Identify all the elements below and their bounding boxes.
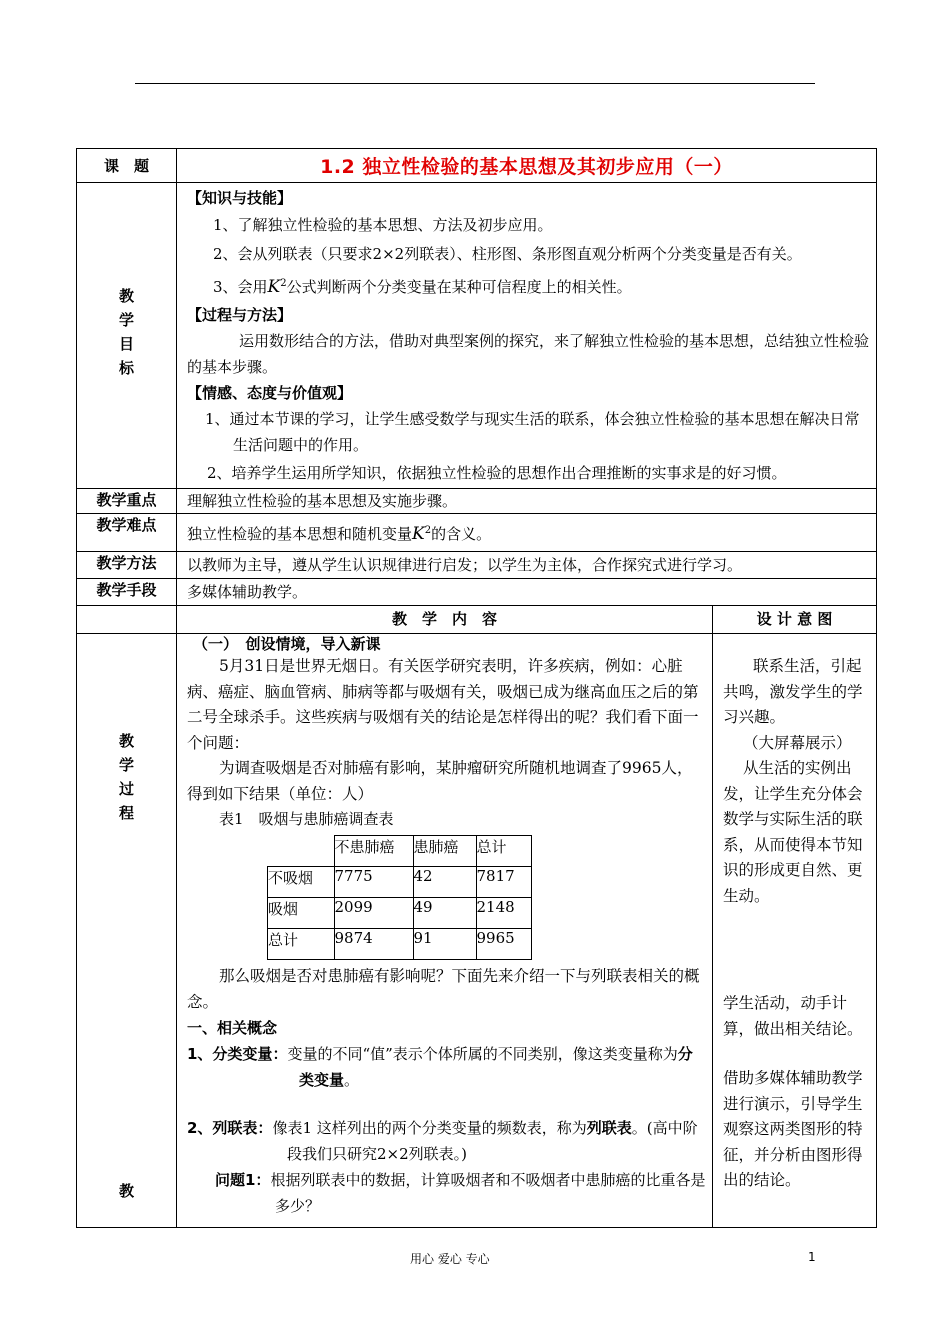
table-header-cell: 不患肺癌 — [334, 836, 413, 867]
table-header-cell: 患肺癌 — [413, 836, 476, 867]
footer-motto: 用心 爱心 专心 — [410, 1252, 490, 1266]
label-char: 学 — [118, 310, 134, 329]
emotion-item: 2、培养学生运用所学知识，依据独立性检验的思想作出合理推断的实事求是的好习惯。 — [207, 464, 787, 482]
means-label: 教学手段 — [77, 579, 177, 606]
table-header-cell: 总计 — [476, 836, 531, 867]
objective-item — [187, 269, 870, 302]
label-char: 程 — [118, 804, 134, 822]
objective-item: 1、了解独立性检验的基本思想、方法及初步应用。 — [213, 216, 553, 234]
text: 。(高中阶段我们只研究2×2列联表。) — [287, 1119, 698, 1163]
survey-table — [267, 835, 532, 960]
text: 根据列联表中的数据，计算吸烟者和不吸烟者中患肺癌的比重各是多少？ — [270, 1171, 706, 1215]
table-cell: 2099 — [334, 898, 413, 929]
course-label: 课 题 — [77, 149, 177, 183]
means-text: 多媒体辅助教学。 — [177, 579, 877, 606]
concepts-heading: 一、相关概念 — [187, 1019, 278, 1037]
term: 列联表 — [586, 1119, 632, 1137]
label-char: 教 — [118, 286, 134, 305]
page-number: 1 — [808, 1250, 816, 1264]
text: 公式判断两个分类变量在某种可信程度上的相关性。 — [286, 278, 632, 296]
key-point-text: 理解独立性检验的基本思想及实施步骤。 — [177, 489, 877, 514]
intent-content — [713, 634, 877, 1228]
label-char: 标 — [118, 358, 134, 377]
table-cell: 7775 — [334, 867, 413, 898]
table-cell: 2148 — [476, 898, 531, 929]
objective-item: 2、会从列联表（只要求2×2列联表）、柱形图、条形图直观分析两个分类变量是否有关。 — [213, 245, 802, 263]
text: 。 — [344, 1071, 360, 1089]
concept-1 — [187, 1041, 706, 1093]
text: 独立性检验的基本思想和随机变量 — [187, 525, 413, 543]
table-cell: 91 — [413, 929, 476, 960]
process-text: 运用数形结合的方法，借助对典型案例的探究，来了解独立性检验的基本思想，总结独立性检验的基本步骤。 — [187, 332, 870, 376]
table-cell: 9965 — [476, 929, 531, 960]
blank-cell — [77, 606, 177, 634]
section-heading: （一） 创设情境，导入新课 — [193, 635, 381, 653]
table-cell: 7817 — [476, 867, 531, 898]
exponent: 2 — [280, 278, 287, 289]
label-char: 学 — [118, 756, 134, 774]
table-cell: 49 — [413, 898, 476, 929]
content-header: 教 学 内 容 — [177, 606, 713, 634]
objectives-content — [177, 183, 877, 489]
lesson-plan-table — [76, 148, 877, 1228]
text: 像表1 这样列出的两个分类变量的频数表，称为 — [272, 1119, 587, 1137]
text: 变量的不同“值”表示个体所属的不同类别，像这类变量称为 — [287, 1045, 678, 1063]
table-caption: 表1 吸烟与患肺癌调查表 — [219, 810, 394, 828]
intent-item: 联系生活，引起共鸣，激发学生的学习兴趣。 — [723, 657, 863, 726]
label-char: 目 — [118, 334, 134, 353]
intent-header: 设 计 意 图 — [713, 606, 877, 634]
difficulty-text — [177, 514, 877, 552]
term: 分类变量 — [299, 1045, 693, 1089]
emotion-heading: 【情感、态度与价值观】 — [187, 384, 353, 402]
variable: K — [267, 277, 281, 297]
text: 3、会用 — [213, 278, 268, 296]
table-cell: 9874 — [334, 929, 413, 960]
emotion-item: 1、通过本节课的学习，让学生感受数学与现实生活的联系，体会独立性检验的基本思想在解决日常生活问题中的作用。 — [205, 410, 860, 454]
difficulty-label: 教学难点 — [77, 514, 177, 552]
process-label — [77, 634, 177, 1228]
label-char: 教 — [118, 732, 134, 750]
method-text: 以教师为主导，遵从学生认识规律进行启发；以学生为主体，合作探究式进行学习。 — [177, 552, 877, 579]
key-point-label: 教学重点 — [77, 489, 177, 514]
table-cell: 总计 — [268, 929, 335, 960]
header-rule — [135, 83, 815, 84]
intro-paragraph: 5月31日是世界无烟日。有关医学研究表明，许多疾病，例如：心脏病、癌症、脑血管病、肺病等都与吸烟有关，吸烟已成为继高血压之后的第二号全球杀手。这些疾病与吸烟有关的结论是怎样得出的呢？我们看下面一个问题： — [187, 657, 699, 752]
variable: K — [412, 524, 425, 544]
method-label: 教学方法 — [77, 552, 177, 579]
concept-label: 2、列联表： — [187, 1119, 273, 1137]
table-cell: 不吸烟 — [268, 867, 335, 898]
concept-2 — [187, 1115, 706, 1167]
table-row — [268, 929, 532, 960]
intent-item: 学生活动，动手计算，做出相关结论。 — [723, 994, 863, 1038]
label-char: 教 — [118, 1182, 134, 1200]
lesson-title: 1.2 独立性检验的基本思想及其初步应用（一） — [177, 149, 877, 183]
intent-item: （大屏幕展示） — [743, 733, 852, 752]
table-cell: 42 — [413, 867, 476, 898]
objectives-label — [77, 183, 177, 489]
concept-label: 1、分类变量： — [187, 1045, 288, 1063]
text: 的含义。 — [431, 525, 492, 543]
intent-item: 借助多媒体辅助教学进行演示，引导学生观察这两类图形的特征，并分析由图形得出的结论。 — [723, 1069, 863, 1189]
question-label: 问题1： — [215, 1171, 271, 1189]
table-header-cell — [268, 836, 335, 867]
question-1 — [187, 1167, 706, 1219]
table-cell: 吸烟 — [268, 898, 335, 929]
intent-item: 从生活的实例出发，让学生充分体会数学与实际生活的联系，从而使得本节知识的形成更自然、更生动。 — [723, 759, 863, 905]
exponent: 2 — [424, 525, 432, 536]
knowledge-heading: 【知识与技能】 — [187, 189, 293, 207]
table-row — [268, 898, 532, 929]
process-heading: 【过程与方法】 — [187, 306, 293, 324]
table-row — [268, 867, 532, 898]
transition-paragraph: 那么吸烟是否对患肺癌有影响呢？下面先来介绍一下与列联表相关的概念。 — [187, 967, 700, 1011]
survey-paragraph: 为调查吸烟是否对肺癌有影响，某肿瘤研究所随机地调查了9965人，得到如下结果（单位：人） — [187, 759, 693, 803]
label-char: 过 — [118, 780, 134, 798]
process-content — [177, 634, 713, 1228]
